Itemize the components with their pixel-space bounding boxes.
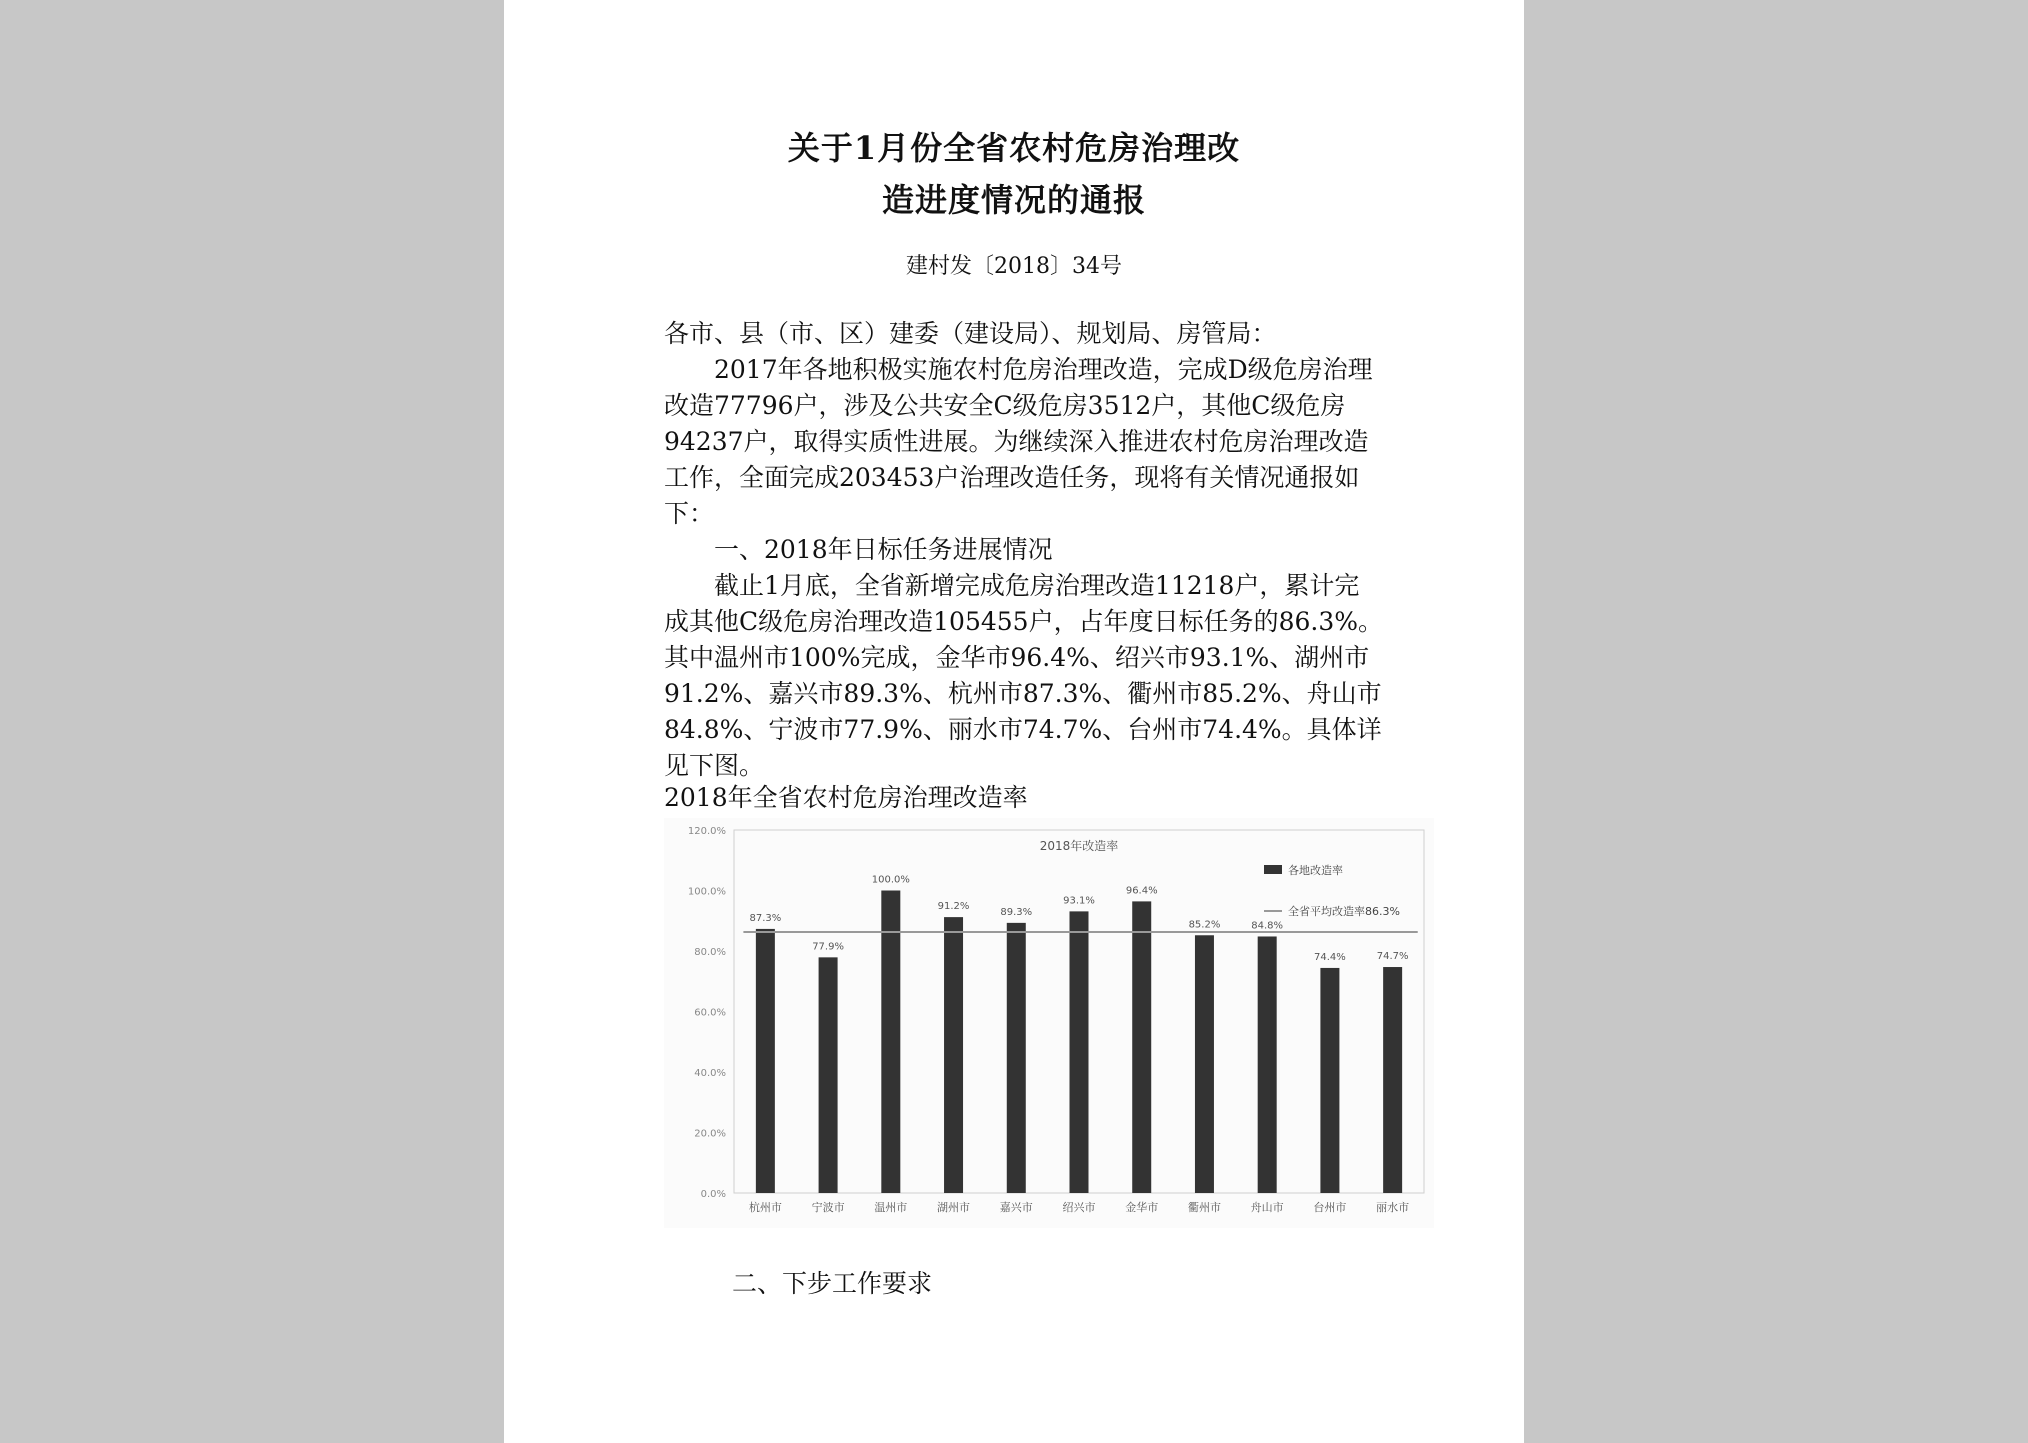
- x-tick-label-6: 绍兴市: [1062, 1201, 1096, 1214]
- section-2-heading: 二、下步工作要求: [732, 1269, 933, 1298]
- data-label-1: 87.3%: [749, 912, 782, 924]
- bar-5: [1007, 923, 1026, 1193]
- title-line-2: 造进度情况的通报: [881, 181, 1146, 219]
- bar-2: [819, 957, 838, 1193]
- data-label-4: 91.2%: [937, 901, 970, 913]
- x-tick-label-11: 丽水市: [1376, 1201, 1410, 1214]
- x-tick-label-3: 温州市: [874, 1201, 908, 1214]
- x-tick-label-9: 舟山市: [1250, 1201, 1284, 1214]
- data-label-6: 93.1%: [1063, 895, 1095, 907]
- data-label-9: 84.8%: [1251, 920, 1284, 932]
- x-tick-label-8: 衢州市: [1187, 1201, 1221, 1214]
- y-tick-label: 20.0%: [694, 1128, 726, 1140]
- legend-label-line: 全省平均改造率86.3%: [1288, 905, 1400, 918]
- legend-swatch-bars: [1264, 865, 1282, 874]
- x-tick-label-5: 嘉兴市: [999, 1201, 1033, 1214]
- chart-svg: [664, 818, 1434, 1228]
- paragraph-1: 2017年各地积极实施农村危房治理改造，完成D级危房治理改造77796户，涉及公共安全C级危房3512户，其他C级危房94237户，取得实质性进展。为继续深入推进农村危房治理改造工作，全面完成203453户治理改造任务，现将有关情况通报如下：: [664, 355, 1373, 528]
- x-tick-label-7: 金华市: [1125, 1201, 1159, 1214]
- paragraph-2: 截止1月底，全省新增完成危房治理改造11218户，累计完成其他C级危房治理改造105455户，占年度日标任务的86.3%。其中温州市100%完成，金华市96.4%、绍兴市93.1%、湖州市91.2%、嘉兴市89.3%、杭州市87.3%、衢州市85.2%、舟山市84.8%、宁波市77.9%、丽水市74.7%、台州市74.4%。具体详见下图。: [664, 571, 1383, 780]
- data-label-5: 89.3%: [1000, 906, 1033, 918]
- document-body: [664, 316, 1384, 784]
- document-title: [504, 122, 1524, 226]
- y-tick-label: 100.0%: [687, 886, 726, 898]
- title-line-1: 关于1月份全省农村危房治理改: [787, 129, 1241, 167]
- bar-1: [756, 929, 775, 1193]
- bar-chart: [664, 818, 1434, 1228]
- data-label-8: 85.2%: [1188, 919, 1221, 931]
- data-label-7: 96.4%: [1125, 885, 1158, 897]
- y-tick-label: 0.0%: [700, 1189, 726, 1200]
- bar-3: [881, 891, 900, 1194]
- data-label-10: 74.4%: [1314, 951, 1346, 963]
- y-tick-label: 40.0%: [694, 1068, 726, 1079]
- y-tick-label: 60.0%: [694, 1007, 726, 1019]
- section-1-heading: 一、2018年日标任务进展情况: [714, 535, 1053, 564]
- data-label-3: 100.0%: [871, 874, 910, 886]
- bar-9: [1258, 936, 1277, 1193]
- bar-11: [1383, 967, 1402, 1193]
- x-tick-label-2: 宁波市: [811, 1201, 845, 1214]
- bar-10: [1320, 968, 1339, 1193]
- data-label-2: 77.9%: [812, 941, 844, 953]
- salutation: 各市、县（市、区）建委（建设局）、规划局、房管局：: [664, 319, 1277, 348]
- chart-title: 2018年改造率: [1039, 839, 1119, 853]
- x-tick-label-10: 台州市: [1313, 1201, 1347, 1214]
- y-tick-label: 80.0%: [694, 947, 726, 958]
- x-tick-label-4: 湖州市: [937, 1201, 971, 1214]
- data-label-11: 74.7%: [1376, 951, 1409, 963]
- bar-7: [1132, 901, 1151, 1193]
- y-tick-label: 120.0%: [687, 826, 726, 837]
- document-number: 建村发〔2018〕34号: [906, 254, 1122, 279]
- x-tick-label-1: 杭州市: [748, 1201, 782, 1214]
- bar-4: [944, 917, 963, 1193]
- bar-6: [1070, 911, 1089, 1193]
- legend-label-bars: 各地改造率: [1288, 864, 1343, 877]
- chart-caption: 2018年全省农村危房治理改造率: [664, 783, 1028, 812]
- document-page: [504, 0, 1524, 1443]
- bar-8: [1195, 935, 1214, 1193]
